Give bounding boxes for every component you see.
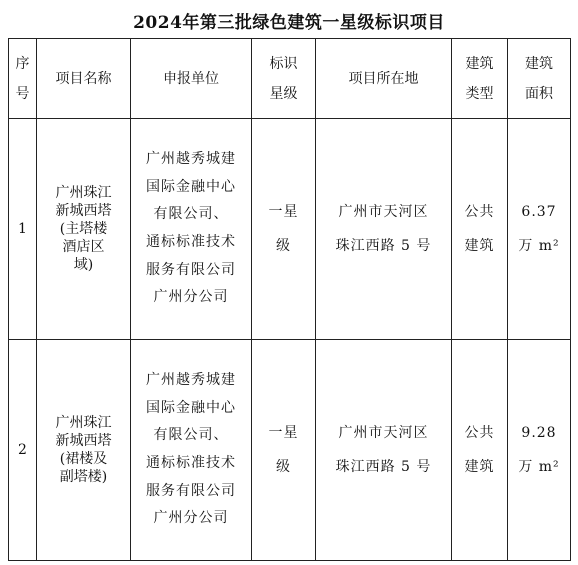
header-building-area: 建筑 面积	[508, 39, 571, 119]
table-row	[9, 119, 571, 340]
cell-serial-number: 1	[9, 119, 37, 340]
header-serial-number: 序 号	[9, 39, 37, 119]
cell-building-area: 6.37 万 m²	[508, 119, 571, 340]
header-applicant: 申报单位	[131, 39, 252, 119]
cell-applicant: 广州越秀城建 国际金融中心 有限公司、 通标标准技术 服务有限公司 广州分公司	[131, 119, 252, 340]
header-building-type: 建筑 类型	[452, 39, 508, 119]
cell-building-area: 9.28 万 m²	[508, 340, 571, 561]
header-project-name: 项目名称	[37, 39, 131, 119]
cell-building-type: 公共 建筑	[452, 340, 508, 561]
header-location: 项目所在地	[316, 39, 452, 119]
cell-building-type: 公共 建筑	[452, 119, 508, 340]
cell-location: 广州市天河区 珠江西路 5 号	[316, 340, 452, 561]
cell-serial-number: 2	[9, 340, 37, 561]
page-title: 2024年第三批绿色建筑一星级标识项目	[133, 13, 445, 33]
cell-location: 广州市天河区 珠江西路 5 号	[316, 119, 452, 340]
table-header-row	[9, 39, 571, 119]
cell-star-level: 一星 级	[252, 340, 316, 561]
project-table	[8, 38, 571, 561]
cell-star-level: 一星 级	[252, 119, 316, 340]
cell-project-name: 广州珠江 新城西塔 (主塔楼 酒店区 域)	[37, 119, 131, 340]
header-star-level: 标识 星级	[252, 39, 316, 119]
cell-project-name: 广州珠江 新城西塔 (裙楼及 副塔楼)	[37, 340, 131, 561]
cell-applicant: 广州越秀城建 国际金融中心 有限公司、 通标标准技术 服务有限公司 广州分公司	[131, 340, 252, 561]
table-row	[9, 340, 571, 561]
